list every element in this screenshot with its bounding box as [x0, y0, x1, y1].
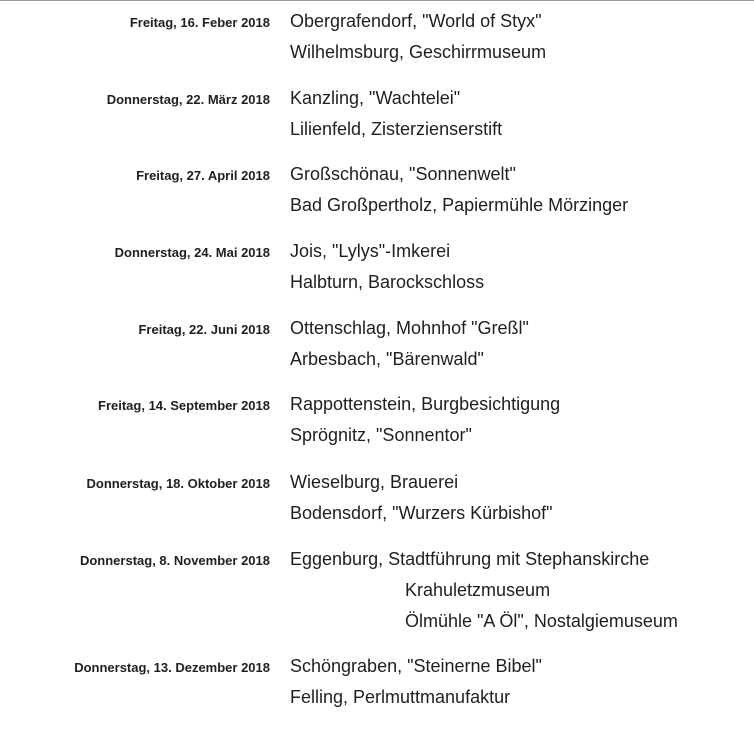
entry-date: Donnerstag, 13. Dezember 2018	[74, 660, 270, 675]
entry-destination-1: Eggenburg, Stadtführung mit Stephanskirche	[290, 549, 650, 569]
entry-destination-2: Lilienfeld, Zisterzienserstift	[290, 119, 503, 139]
entry-destination-1: Schöngraben, "Steinerne Bibel"	[290, 656, 542, 676]
entry-date: Freitag, 22. Juni 2018	[138, 322, 270, 337]
entry-destination-2: Halbturn, Barockschloss	[290, 272, 485, 292]
entry-date: Donnerstag, 8. November 2018	[79, 553, 270, 568]
entry-date: Freitag, 27. April 2018	[136, 168, 270, 183]
entry-destination-1: Rappottenstein, Burgbesichtigung	[290, 394, 561, 414]
entry-date: Freitag, 16. Feber 2018	[129, 15, 270, 30]
entry-destination-2: Wilhelmsburg, Geschirrmuseum	[290, 42, 547, 62]
entry-destination-1: Jois, "Lylys"-Imkerei	[290, 241, 451, 261]
entry-date: Donnerstag, 18. Oktober 2018	[86, 476, 270, 491]
entry-destination-1: Wieselburg, Brauerei	[290, 472, 459, 492]
entry-destination-1: Ottenschlag, Mohnhof "Greßl"	[290, 318, 529, 338]
entry-date: Freitag, 14. September 2018	[98, 398, 270, 413]
entry-date: Donnerstag, 24. Mai 2018	[114, 245, 270, 260]
entry-destination-2: Bad Großpertholz, Papiermühle Mörzinger	[290, 195, 629, 215]
entry-date: Donnerstag, 22. März 2018	[106, 92, 270, 107]
entry-destination-3: Ölmühle "A Öl", Nostalgiemuseum	[405, 611, 678, 631]
entry-destination-1: Obergrafendorf, "World of Styx"	[290, 11, 542, 31]
entry-destination-2: Bodensdorf, "Wurzers Kürbishof"	[290, 503, 553, 523]
entry-destination-2: Arbesbach, "Bärenwald"	[290, 349, 484, 369]
top-border-line	[0, 0, 754, 1]
entry-destination-1: Kanzling, "Wachtelei"	[290, 88, 461, 108]
entry-destination-2: Krahuletzmuseum	[405, 580, 551, 600]
entry-destination-2: Felling, Perlmuttmanufaktur	[290, 687, 511, 707]
entry-destination-2: Sprögnitz, "Sonnentor"	[290, 425, 472, 445]
entry-destination-1: Großschönau, "Sonnenwelt"	[290, 164, 516, 184]
